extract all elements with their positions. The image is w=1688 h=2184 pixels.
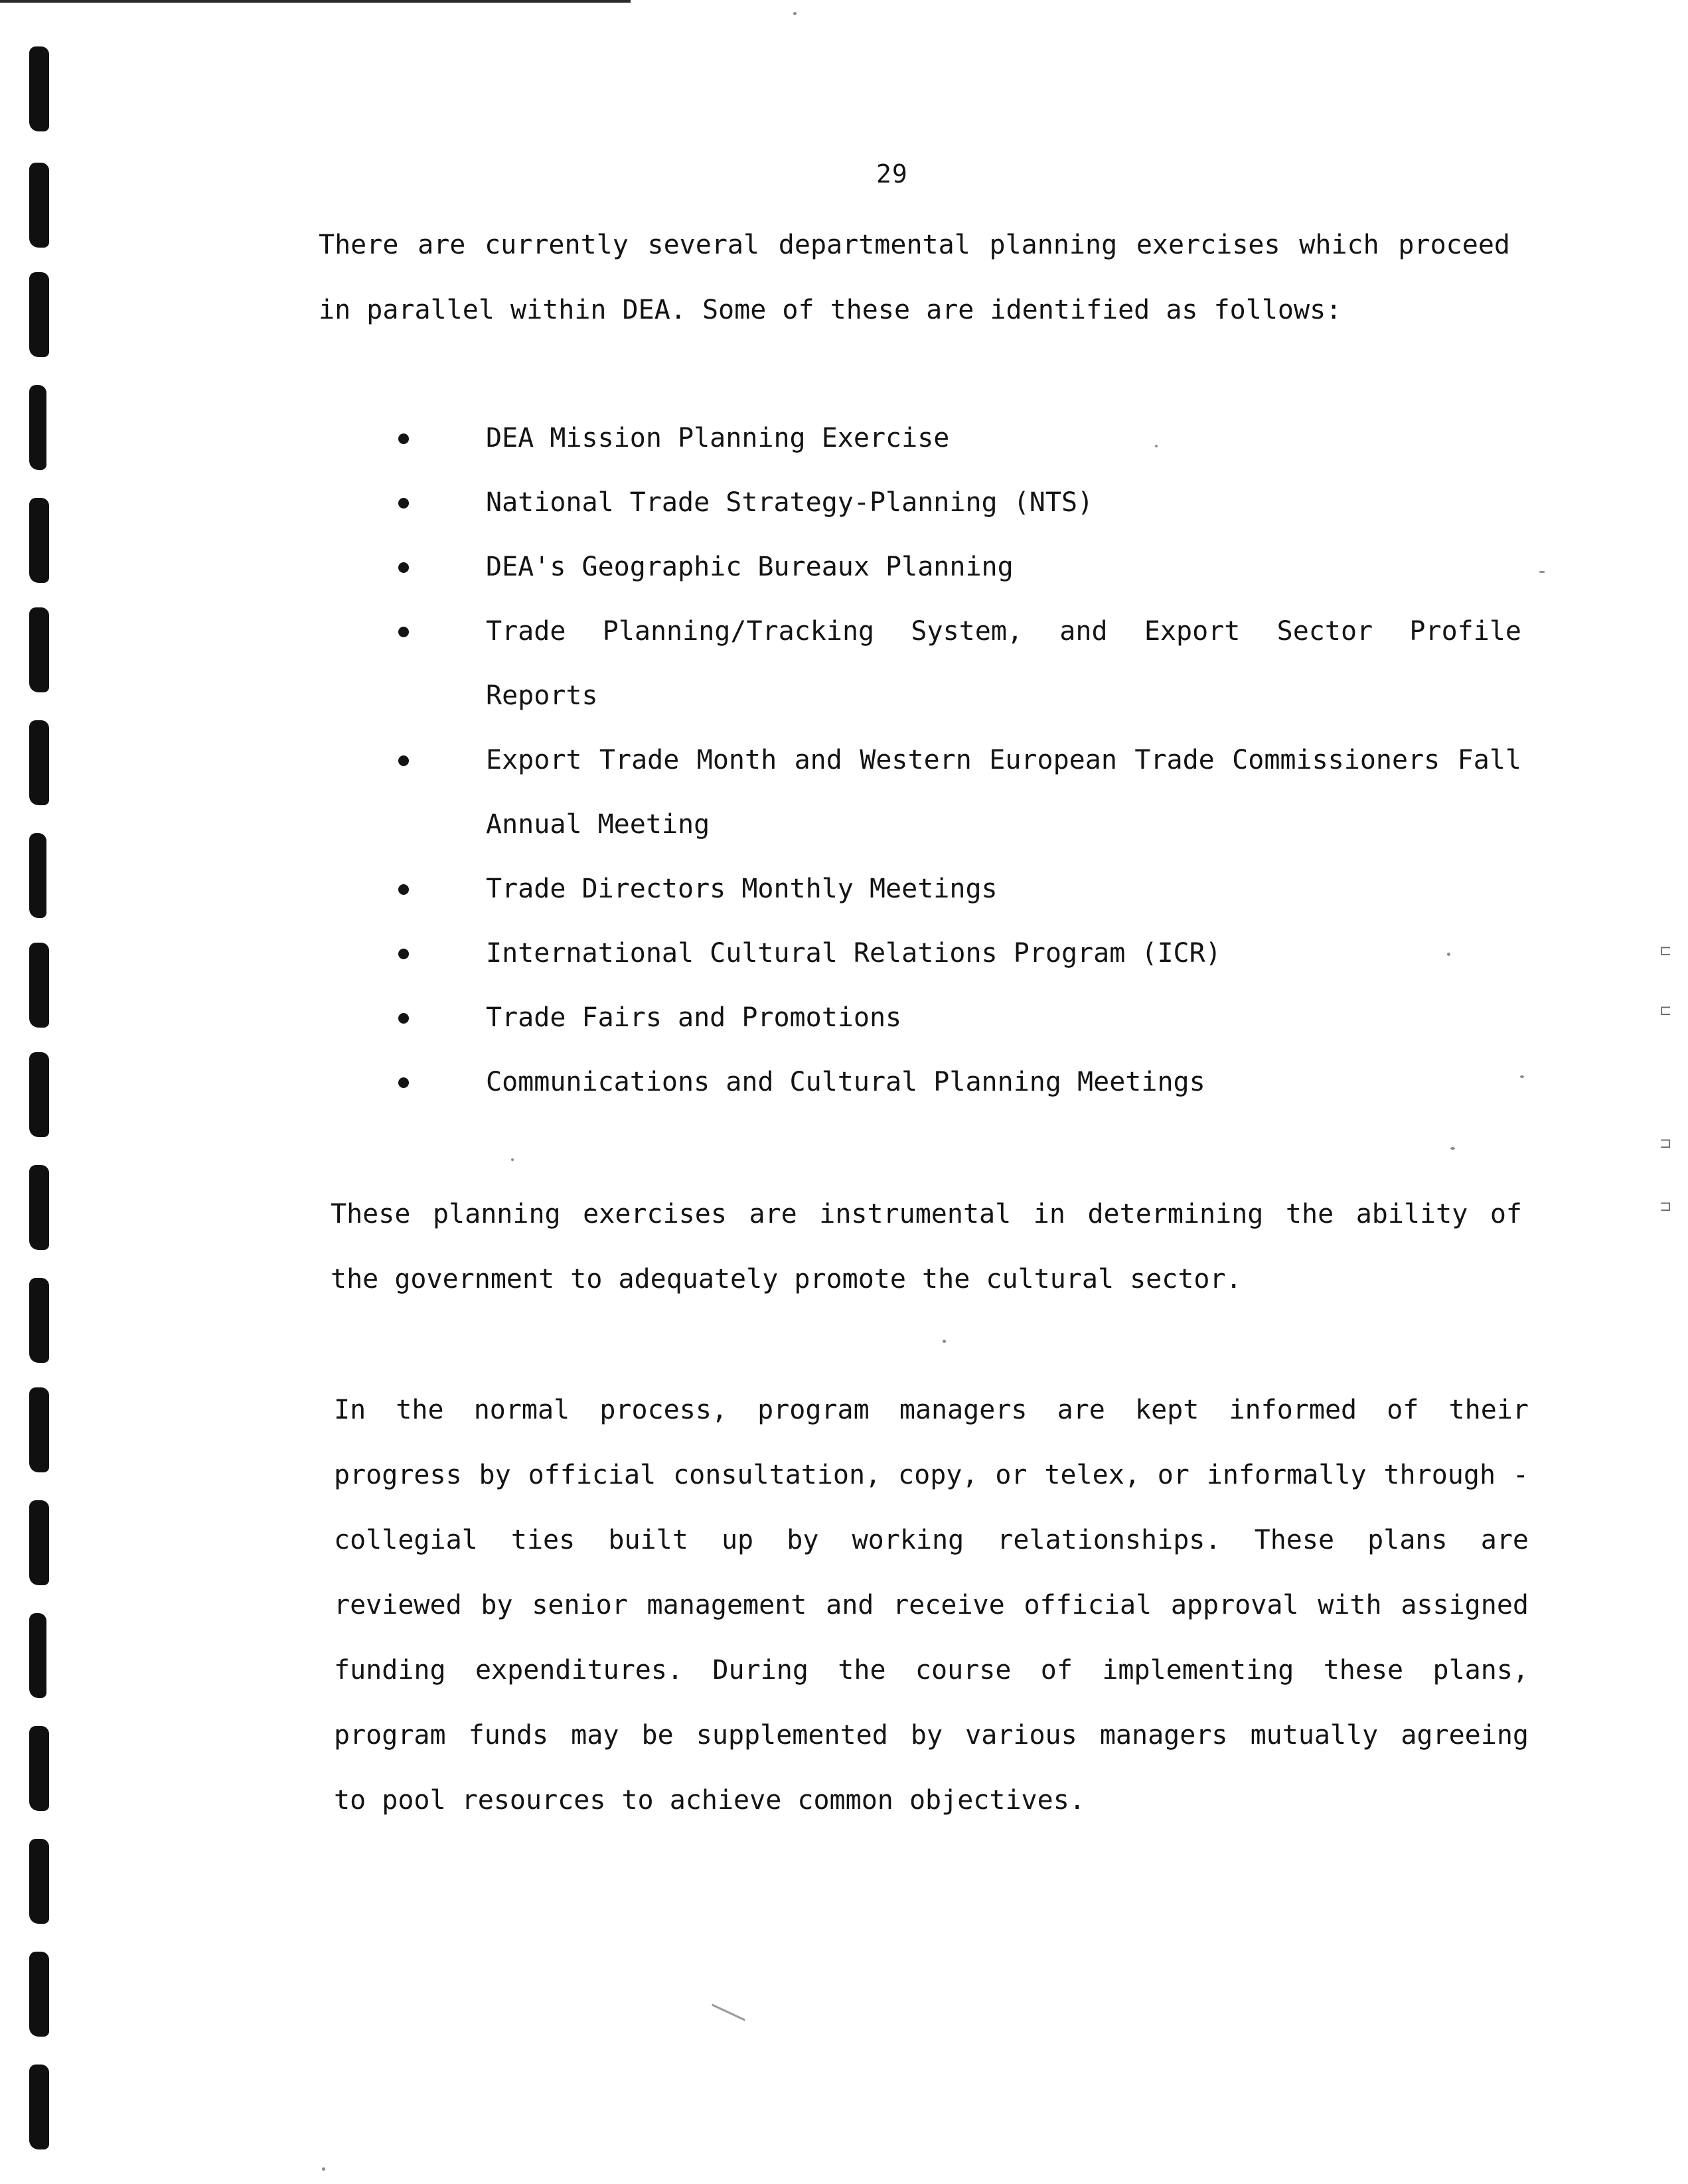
list-item [398,728,1527,857]
list-item-text: Export Trade Month and Western European Trade Commissioners Fall Annual Meeting [486,745,1521,840]
binder-hole-mark [29,1278,49,1363]
binder-hole-mark [29,1952,49,2037]
binder-hole-mark [29,2065,49,2149]
list-item-text: DEA's Geographic Bureaux Planning [486,552,1014,582]
scan-speck [1520,1075,1524,1078]
paragraph-line: These planning exercises are instrumental in determining the ability of [331,1199,1522,1229]
scan-speck [1539,571,1545,573]
list-item-text: National Trade Strategy-Planning (NTS) [486,487,1094,518]
paragraph-line: collegial ties built up by working relationships. These plans are [334,1525,1529,1555]
list-item [398,535,1527,599]
list-item-text: Trade Planning/Tracking System, and Export Sector Profile Reports [486,616,1521,711]
list-item-text: Trade Directors Monthly Meetings [486,874,998,904]
list-item [398,1050,1527,1115]
paragraph-line: program funds may be supplemented by various managers mutually agreeing [334,1720,1529,1751]
scan-top-rule [0,0,631,3]
list-item [398,406,1527,471]
paragraph-line: reviewed by senior management and receive official approval with assigned [334,1590,1529,1620]
bullet-icon [398,433,409,444]
binder-hole-mark [29,1165,49,1250]
list-item-text: International Cultural Relations Program (ICR) [486,938,1221,969]
bullet-icon [398,627,409,637]
list-item [398,986,1527,1050]
bullet-icon [398,498,409,508]
binder-hole-mark [29,1500,49,1585]
bullet-icon [398,562,409,573]
list-item [398,857,1527,921]
scan-speck [1450,1147,1455,1150]
list-item [398,599,1527,728]
paragraph-line: There are currently several departmental planning exercises which proceed [319,230,1510,260]
list-item [398,921,1527,986]
margin-artifact-icon: ⊏ [1659,943,1672,959]
binder-hole-mark [29,272,49,357]
list-item [398,471,1527,535]
bullet-icon [398,949,409,959]
binder-hole-mark [29,833,46,918]
stray-pen-mark [712,2004,745,2021]
binder-hole-mark [29,607,49,692]
binder-hole-mark [29,385,46,470]
paragraph-line: the government to adequately promote the cultural sector. [331,1264,1242,1294]
binder-hole-mark [29,943,49,1028]
scan-speck [943,1340,946,1343]
scan-speck [322,2167,325,2171]
binder-hole-mark [29,163,49,248]
paragraph-line: In the normal process, program managers are kept informed of their [334,1395,1529,1425]
list-item-text: Communications and Cultural Planning Meetings [486,1067,1205,1097]
margin-artifact-icon: ⊏ [1659,1002,1672,1019]
binder-hole-mark [29,1726,49,1811]
page-number: 29 [876,159,908,189]
intro-paragraph [319,212,1510,343]
margin-artifact-icon: ⊐ [1659,1198,1672,1215]
list-item-text: DEA Mission Planning Exercise [486,423,950,453]
bullet-icon [398,1077,409,1088]
paragraph-line: to pool resources to achieve common objectives. [334,1785,1085,1816]
paragraph-line: funding expenditures. During the course of implementing these plans, [334,1655,1529,1685]
bullet-icon [398,1013,409,1024]
scan-speck [1155,445,1158,447]
margin-artifact-icon: ⊐ [1659,1135,1672,1152]
binder-hole-mark [29,1387,49,1472]
scan-speck [1447,953,1450,956]
scan-speck [793,12,797,15]
binder-hole-mark [29,498,49,583]
binder-hole-mark [29,1613,46,1698]
paragraph-line: in parallel within DEA. Some of these are identified as follows: [319,295,1342,325]
bullet-icon [398,755,409,766]
binder-hole-mark [29,720,49,805]
scan-speck [511,1158,514,1161]
normal-process-paragraph [334,1377,1529,1833]
paragraph-line: progress by official consultation, copy, or telex, or informally through - [334,1460,1529,1490]
binder-hole-mark [29,1052,49,1137]
planning-exercises-list [398,406,1527,1115]
planning-role-paragraph [331,1182,1522,1312]
binder-hole-mark [29,46,49,131]
bullet-icon [398,884,409,895]
binder-hole-mark [29,1839,49,1924]
list-item-text: Trade Fairs and Promotions [486,1002,902,1033]
